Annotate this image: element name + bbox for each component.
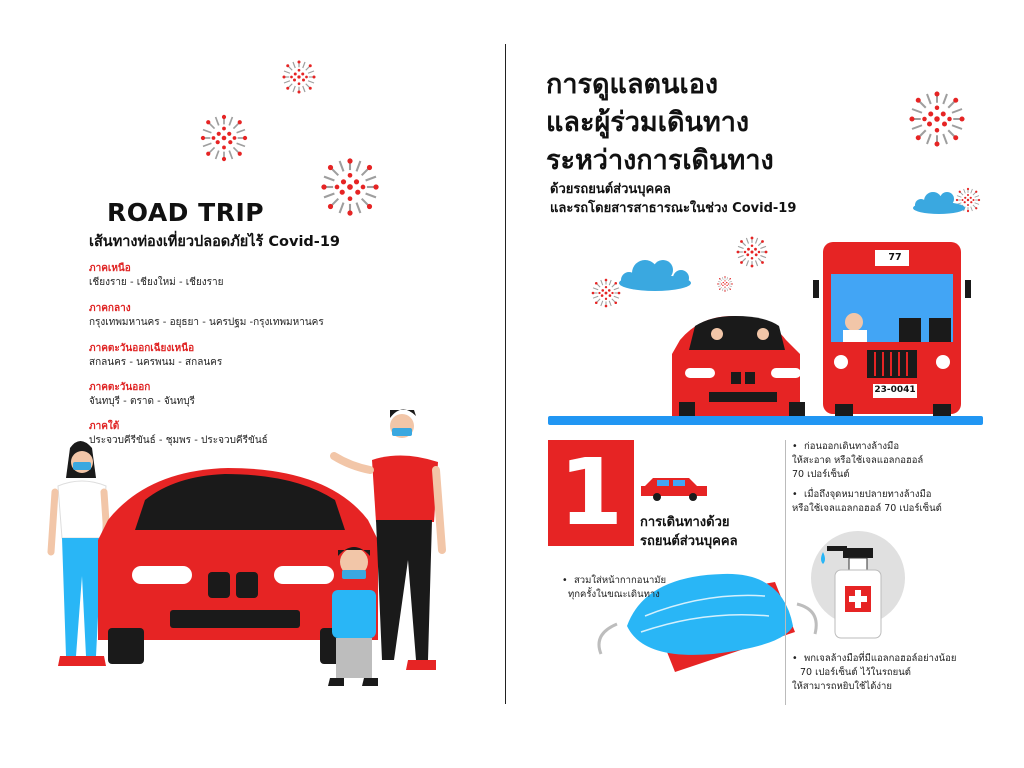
bullet: • [562,575,568,586]
region-name: ภาคตะวันออกเฉียงเหนือ [89,343,195,354]
car-icon [641,478,707,501]
region-route: กรุงเทพมหานคร - อยุธยา - นครปฐม -กรุงเทพมหานคร [89,317,324,328]
bullet: • [792,653,798,664]
virus-icon [737,237,768,268]
region-name: ภาคใต้ [89,421,120,432]
section-title-line: รถยนต์ส่วนบุคคล [640,534,738,549]
section-number: 1 [548,440,634,546]
tip-line: 70 เปอร์เซ็นต์ ไว้ในรถยนต์ [800,667,911,678]
virus-icon [201,115,247,161]
tip-carry-gel [792,652,956,694]
virus-icon [592,279,621,308]
road [548,416,983,425]
tip-line: 70 เปอร์เซ็นต์ [792,469,850,480]
cloud-icon [619,260,691,291]
bullet: • [792,489,798,500]
bus-plate: 23-0041 [874,385,916,395]
tip-line: ก่อนออกเดินทางล้างมือ [804,441,900,452]
virus-icon [283,61,316,94]
hand-sanitizer-icon [811,531,905,638]
region-south [89,420,268,448]
subtitle-line: ด้วยรถยนต์ส่วนบุคคล [550,182,671,197]
left-illustration [0,0,505,768]
region-route: จันทบุรี - ตราด - จันทบุรี [89,396,195,407]
title-line: และผู้ร่วมเดินทาง [546,107,750,138]
virus-icon [717,276,732,291]
bus-number: 77 [888,252,902,263]
virus-icon [321,158,378,215]
tip-line: หรือใช้เจลแอลกอฮอล์ 70 เปอร์เซ็นต์ [792,503,942,514]
virus-icon [910,92,965,147]
region-east [89,381,195,409]
page-subtitle: เส้นทางท่องเที่ยวปลอดภัยไร้ Covid-19 [89,234,340,250]
page-title [546,66,774,180]
tip-wash-after [792,488,942,516]
tip-line: ทุกครั้งในขณะเดินทาง [568,589,660,600]
page-subtitle [550,180,796,218]
section-title [640,513,738,551]
region-name: ภาคเหนือ [89,263,131,274]
tip-wash-before [792,440,923,482]
tip-line: เมื่อถึงจุดหมายปลายทางล้างมือ [804,489,932,500]
tip-line: ให้สะอาด หรือใช้เจลแอลกอฮอล์ [792,455,924,466]
title-line: ระหว่างการเดินทาง [546,145,774,176]
car-icon [672,316,805,416]
region-route: เชียงราย - เชียงใหม่ - เชียงราย [89,277,224,288]
region-central [89,302,324,330]
column-divider [785,440,786,705]
title-line: การดูแลตนเอง [546,69,719,100]
mask-tip [562,574,666,602]
region-name: ภาคกลาง [89,303,131,314]
bullet: • [792,441,798,452]
region-route: สกลนคร - นครพนม - สกลนคร [89,357,223,368]
region-route: ประจวบคีรีขันธ์ - ชุมพร - ประจวบคีรีขันธ์ [89,435,268,446]
tip-line: สวมใส่หน้ากากอนามัย [574,575,667,586]
region-northeast [89,342,222,370]
region-north [89,262,224,290]
tip-line: ให้สามารถหยิบใช้ได้ง่าย [792,681,892,692]
page-title: ROAD TRIP [107,198,265,227]
section-title-line: การเดินทางด้วย [640,515,730,530]
tip-line: พกเจลล้างมือที่มีแอลกอฮอล์อย่างน้อย [804,653,957,664]
subtitle-line: และรถโดยสารสาธารณะในช่วง Covid-19 [550,201,797,216]
region-name: ภาคตะวันออก [89,382,151,393]
